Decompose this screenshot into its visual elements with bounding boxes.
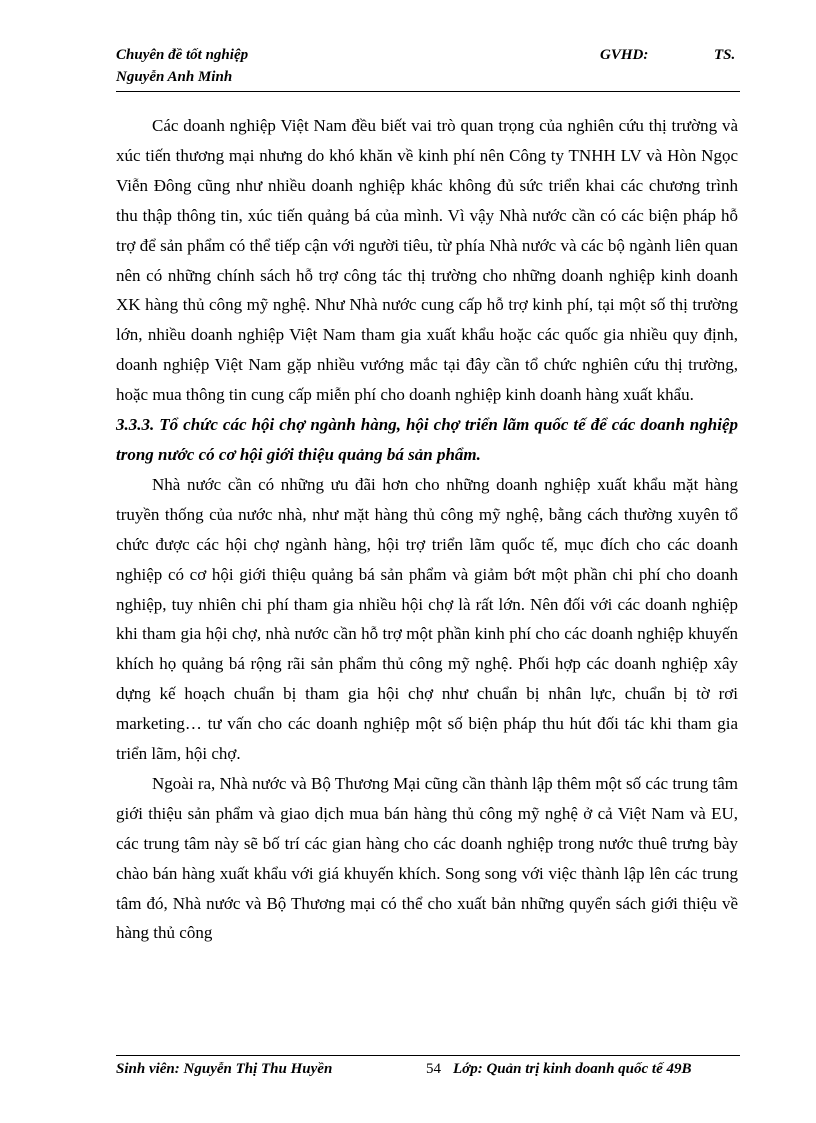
student-name: Sinh viên: Nguyễn Thị Thu Huyền <box>116 1061 333 1077</box>
header-rule <box>116 91 740 92</box>
page-body <box>116 111 738 948</box>
section-heading: 3.3.3. Tổ chức các hội chợ ngành hàng, hội chợ triển lãm quốc tế để các doanh nghiệp trong nước có cơ hội giới thiệu quảng bá sản phẩm. <box>116 415 738 464</box>
paragraph-1: Các doanh nghiệp Việt Nam đều biết vai trò quan trọng của nghiên cứu thị trường và xúc tiến thương mại nhưng do khó khăn về kinh phí nên Công ty TNHH LV và Hòn Ngọc Viễn Đông cũng như nhiều doanh nghiệp khác không đủ sức triển khai các chương trình thu thập thông tin, xúc tiến quảng bá của mình. Vì vậy Nhà nước cần có các biện pháp hỗ trợ để sản phẩm có thể tiếp cận với người tiêu, từ phía Nhà nước và các bộ ngành liên quan nên có những chính sách hỗ trợ công tác thị trường cho những doanh nghiệp kinh doanh XK hàng thủ công mỹ nghệ. Như Nhà nước cung cấp hỗ trợ kinh phí, tại một số thị trường lớn, nhiều doanh nghiệp Việt Nam tham gia xuất khẩu hoặc các quốc gia nhiều quy định, doanh nghiệp Việt Nam gặp nhiều vướng mắc tại đây cần tổ chức nghiên cứu thị trường, hoặc mua thông tin cung cấp miễn phí cho doanh nghiệp kinh doanh hàng xuất khẩu. <box>116 116 738 405</box>
paragraph-3: Ngoài ra, Nhà nước và Bộ Thương Mại cũng cần thành lập thêm một số các trung tâm giới thiệu sản phẩm và giao dịch mua bán hàng thủ công mỹ nghệ ở cả Việt Nam và EU, các trung tâm này sẽ bố trí các gian hàng cho các doanh nghiệp trong nước thuê trưng bày chào bán hàng xuất khẩu với giá khuyến khích. Song song với việc thành lập lên các trung tâm đó, Nhà nước và Bộ Thương mại có thể cho xuất bản những quyển sách giới thiệu về hàng thủ công <box>116 773 738 943</box>
document-type: Chuyên đề tốt nghiệp <box>116 47 249 63</box>
page-footer <box>116 1059 740 1079</box>
class-name: Lớp: Quản trị kinh doanh quốc tế 49B <box>453 1061 692 1077</box>
advisor-label: GVHD: <box>600 47 649 63</box>
advisor-title: TS. <box>714 47 736 63</box>
page-header <box>116 44 738 88</box>
author-name: Nguyễn Anh Minh <box>116 69 233 85</box>
paragraph-2: Nhà nước cần có những ưu đãi hơn cho những doanh nghiệp xuất khẩu mặt hàng truyền thống của nước nhà, như mặt hàng thủ công mỹ nghệ, bằng cách thường xuyên tổ chức được các hội chợ ngành hàng, hội trợ triển lãm quốc tế, mục đích cho các doanh nghiệp có cơ hội giới thiệu quảng bá sản phẩm và giảm bớt một phần chi phí cho doanh nghiệp, tuy nhiên chi phí tham gia nhiều hội chợ là rất lớn. Nên đối với các doanh nghiệp khi tham gia hội chợ, nhà nước cần hỗ trợ một phần kinh phí cho các doanh nghiệp khuyến khích họ quảng bá rộng rãi sản phẩm thủ công mỹ nghệ. Phối hợp các doanh nghiệp xây dựng kế hoạch chuẩn bị tham gia hội chợ như chuẩn bị nhân lực, chuẩn bị tờ rơi marketing… tư vấn cho các doanh nghiệp một số biện pháp thu hút đối tác khi tham gia triển lãm, hội chợ. <box>116 474 738 764</box>
page-number: 54 <box>426 1061 441 1077</box>
footer-rule <box>116 1055 740 1056</box>
